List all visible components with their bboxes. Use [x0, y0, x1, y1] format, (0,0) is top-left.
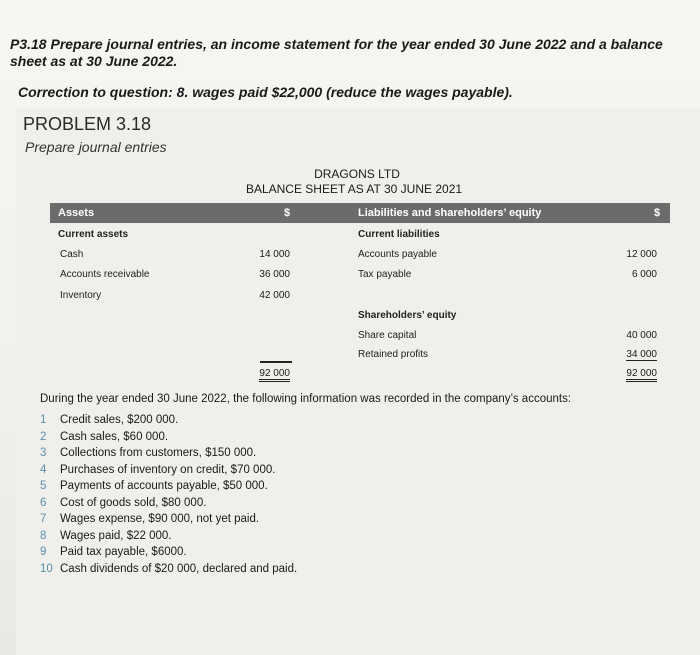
problem-title: PROBLEM 3.18 [23, 114, 152, 134]
equity-label-share-capital: Share capital [358, 330, 417, 341]
assets-header-bar [50, 203, 300, 223]
liabilities-currency: $ [654, 207, 661, 219]
current-assets-label: Current assets [58, 229, 129, 240]
asset-value-cash: 14 000 [259, 249, 290, 260]
list-item: 9 Paid tax payable, $6000. [40, 546, 187, 558]
equity-label-retained-profits: Retained profits [358, 349, 429, 360]
assets-total: 92 000 [230, 368, 290, 379]
assets-header: Assets [58, 207, 95, 219]
list-item: 4 Purchases of inventory on credit, $70 000. [40, 463, 276, 476]
list-item: 7 Wages expense, $90 000, not yet paid. [40, 513, 260, 525]
equity-value-retained-profits: 34 000 [626, 349, 657, 360]
equity-value-share-capital: 40 000 [626, 330, 657, 341]
asset-label-receivable: Accounts receivable [60, 269, 150, 280]
transaction-list [40, 412, 297, 577]
company-name: DRAGONS LTD [314, 167, 400, 181]
balance-sheet-heading: BALANCE SHEET AS AT 30 JUNE 2021 [245, 182, 463, 196]
list-item: 1 Credit sales, $200 000. [40, 414, 179, 426]
list-item: 8 Wages paid, $22 000. [40, 529, 172, 542]
list-item: 10 Cash dividends of $20 000, declared and paid. [40, 562, 298, 575]
asset-label-inventory: Inventory [60, 290, 102, 301]
equity-label: Shareholders’ equity [358, 310, 457, 321]
list-item: 3 Collections from customers, $150 000. [40, 447, 257, 459]
liabilities-header: Liabilities and shareholders’ equity [358, 207, 542, 219]
question-header: P3.18 Prepare journal entries, an income statement for the year ended 30 June 2022 and a balance sheet as at 30 June 2022. [10, 36, 663, 69]
liability-label-payable: Accounts payable [358, 249, 437, 260]
assets-subtotal-rule [260, 361, 292, 363]
current-liabilities-label: Current liabilities [358, 229, 440, 240]
liabilities-header-bar [300, 203, 670, 223]
asset-value-receivable: 36 000 [259, 269, 290, 280]
list-item: 2 Cash sales, $60 000. [40, 430, 169, 443]
list-item: 5 Payments of accounts payable, $50 000. [40, 480, 268, 492]
asset-label-cash: Cash [60, 249, 84, 260]
liability-value-tax: 6 000 [631, 269, 657, 280]
asset-value-inventory: 42 000 [259, 290, 290, 301]
assets-currency: $ [284, 207, 291, 219]
liability-label-tax: Tax payable [358, 269, 412, 280]
info-lead: During the year ended 30 June 2022, the following information was recorded in the company’s accounts: [40, 393, 572, 405]
list-item: 6 Cost of goods sold, $80 000. [40, 496, 207, 509]
liabilities-total: 92 000 [597, 368, 657, 379]
problem-subtitle: Prepare journal entries [25, 139, 167, 155]
question-correction: Correction to question: 8. wages paid $22,000 (reduce the wages payable). [18, 84, 513, 100]
liability-value-payable: 12 000 [626, 249, 657, 260]
